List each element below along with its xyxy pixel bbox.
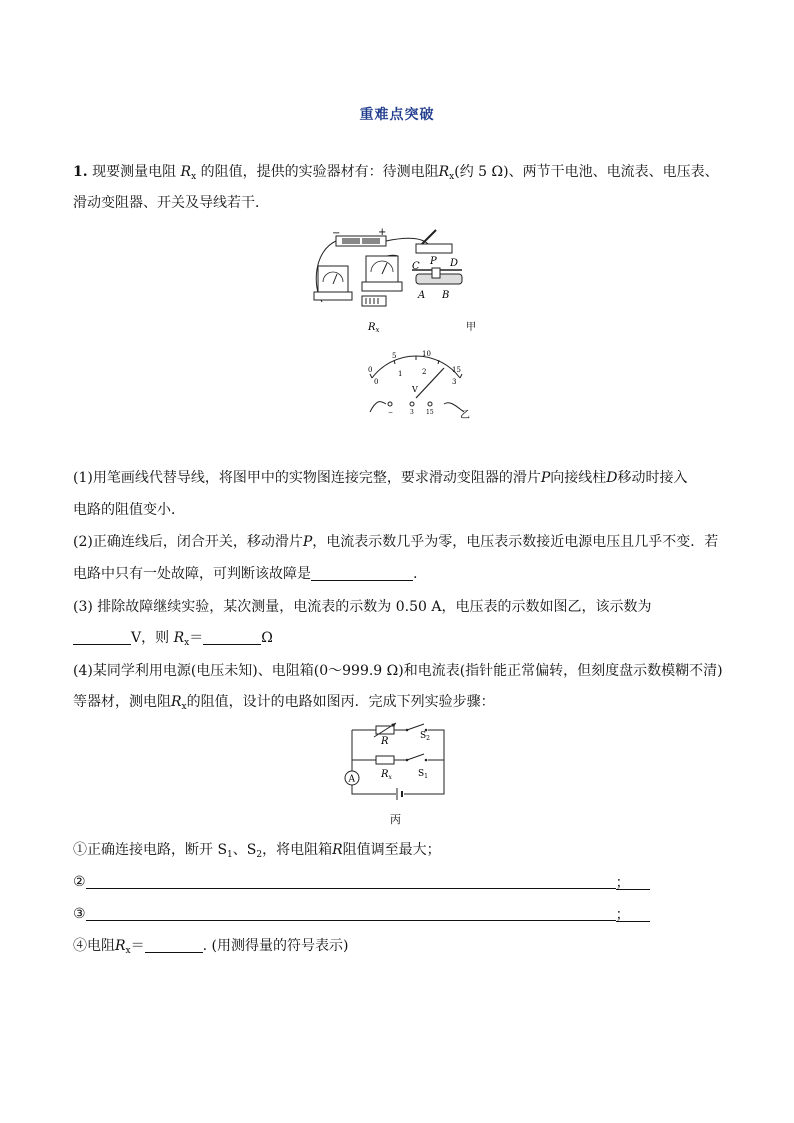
switch-base: [416, 244, 452, 253]
step1-R: R: [332, 842, 343, 858]
upper-tick-15: 15: [452, 366, 461, 374]
rx-label: $R_x$: [368, 322, 380, 334]
label-Rx: $R_x$: [381, 769, 392, 781]
terminal-B: B: [442, 290, 450, 301]
part1-D: D: [606, 470, 618, 486]
part4-rx-symbol: R: [171, 694, 182, 710]
step2-answer-blank[interactable]: [86, 874, 616, 889]
slider-P: P: [430, 256, 437, 267]
part3-rx-sub: x: [184, 638, 190, 648]
step4-rx-sub: x: [125, 946, 131, 956]
step2-marker: ②: [73, 874, 86, 890]
battery-cell-2: [362, 238, 380, 244]
intro-text-c: (约 5 Ω)、两节干电池、电流表、电压表、: [454, 164, 719, 180]
figure-jia-apparatus: [310, 226, 500, 336]
part1-text-a: (1)用笔画线代替导线，将图甲中的实物图连接完整，要求滑动变阻器的滑片: [73, 470, 541, 486]
terminal-A: A: [418, 290, 426, 301]
question-number: 1.: [73, 164, 88, 180]
part1-line2: 电路的阻值变小．: [73, 502, 185, 518]
part2-answer-blank[interactable]: [311, 566, 413, 581]
battery-minus: −: [332, 228, 341, 239]
terminal-D: D: [450, 258, 459, 269]
resistor-Rx: [376, 756, 394, 764]
part3-eq: ＝: [189, 630, 204, 646]
rx-symbol-2: R: [438, 164, 450, 180]
part1-text-b: 向接线柱: [550, 470, 607, 486]
step1-text-d: 阻值调至最大；: [342, 842, 441, 858]
part2-P: P: [302, 534, 313, 550]
step3-marker: ③: [73, 906, 86, 922]
battery-plus: +: [378, 227, 387, 238]
figure-bing-label: 丙: [390, 813, 401, 826]
circuit-outer-right: [352, 730, 444, 794]
part2-text-a: (2)正确连线后，闭合开关，移动滑片: [73, 534, 303, 550]
terminal-15: 15: [426, 409, 434, 416]
part3-line2: [73, 628, 273, 653]
part1-line1: [73, 468, 688, 488]
step3-semicolon-blank: [616, 907, 650, 922]
question-intro-line2: 滑动变阻器、开关及导线若干．: [73, 195, 269, 211]
part3-ohm: Ω: [261, 630, 273, 646]
terminal-C: C: [412, 261, 420, 272]
battery-cell-1: [342, 238, 360, 244]
terminal-minus: −: [388, 409, 394, 416]
label-S1: $S_1$: [418, 769, 428, 780]
part4-line2: [73, 692, 495, 717]
part1-P: P: [540, 470, 551, 486]
step4-text-b: . (用测得量的符号表示): [202, 938, 349, 954]
step-2: [73, 872, 650, 892]
terminal-3: 3: [410, 409, 414, 416]
step1-sub1: 1: [227, 850, 233, 860]
lower-tick-1: 1: [398, 370, 403, 378]
upper-tick-5: 5: [392, 352, 397, 360]
upper-tick-0: 0: [368, 366, 373, 374]
part1-text-c: 移动时接入: [617, 470, 688, 486]
part2-line1: [73, 532, 718, 552]
part2-text-b: ，电流表示数几乎为零，电压表示数接近电源电压且几乎不变．若: [312, 534, 719, 550]
step1-sub2: 2: [256, 850, 263, 860]
dial-unit: V: [412, 385, 418, 394]
step4-answer-blank[interactable]: [145, 938, 203, 953]
lower-tick-3: 3: [452, 378, 457, 386]
question-intro-line1: [73, 162, 719, 187]
step-4: [73, 936, 348, 961]
part4-text-c: 的阻值，设计的电路如图丙．完成下列实验步骤：: [186, 694, 495, 710]
part3-line1: (3) 排除故障继续实验，某次测量，电流表的示数为 0.50 A，电压表的示数如图乙，该示数为: [73, 599, 652, 615]
step4-text-a: ④电阻: [73, 938, 115, 954]
upper-tick-10: 10: [422, 350, 431, 358]
intro-text-a: 现要测量电阻: [92, 164, 177, 180]
step-1: [73, 840, 441, 865]
figure-yi-voltmeter-dial: [360, 348, 480, 420]
lower-tick-0: 0: [374, 378, 379, 386]
figure-bing-circuit: [340, 722, 450, 830]
step2-semicolon: ；: [615, 875, 630, 891]
label-R: R: [381, 736, 389, 747]
step4-eq: ＝: [130, 938, 145, 954]
part3-rx-symbol: R: [173, 630, 185, 646]
part4-rx-sub: x: [181, 702, 187, 712]
figure-yi-label: 乙: [460, 410, 470, 420]
label-S2: $S_2$: [420, 731, 430, 742]
step1-text-a: ①正确连接电路，断开 S: [73, 842, 228, 858]
step-3: [73, 904, 650, 924]
ammeter-body: [318, 266, 348, 292]
lower-tick-2: 2: [422, 368, 427, 376]
step3-answer-blank[interactable]: [86, 906, 616, 921]
rx-subscript-2: x: [449, 172, 455, 182]
switch-knife: [422, 230, 436, 244]
part2-text-line2: 电路中只有一处故障，可判断该故障是: [73, 566, 311, 582]
step2-semicolon-blank: [616, 875, 650, 890]
part4-text-b: 等器材，测电阻: [73, 694, 171, 710]
part2-end: .: [413, 566, 418, 582]
part2-line2: [73, 564, 417, 584]
step1-text-c: ，将电阻箱: [262, 842, 333, 858]
part3-resistance-blank[interactable]: [203, 630, 261, 645]
intro-text-b: 的阻值，提供的实验器材有：待测电阻: [200, 164, 439, 180]
dial-needle: [416, 368, 444, 398]
part3-voltage-blank[interactable]: [73, 630, 131, 645]
rheostat-slider: [432, 268, 440, 278]
part4-line1: (4)某同学利用电源(电压未知)、电阻箱(0～999.9 Ω)和电流表(指针能正常偏转，但刻度盘示数模糊不清): [73, 663, 723, 679]
voltmeter-body: [366, 256, 398, 282]
rx-subscript: x: [191, 172, 197, 182]
page-title: 重难点突破: [359, 107, 435, 123]
rx-symbol: R: [180, 164, 192, 180]
part3-v-unit: V，则: [131, 630, 170, 646]
figure-jia-label: 甲: [466, 322, 476, 333]
step4-rx-symbol: R: [115, 938, 126, 954]
step3-semicolon: ；: [615, 907, 630, 923]
ammeter-letter: A: [348, 774, 355, 785]
step1-text-b: 、S: [232, 842, 257, 858]
